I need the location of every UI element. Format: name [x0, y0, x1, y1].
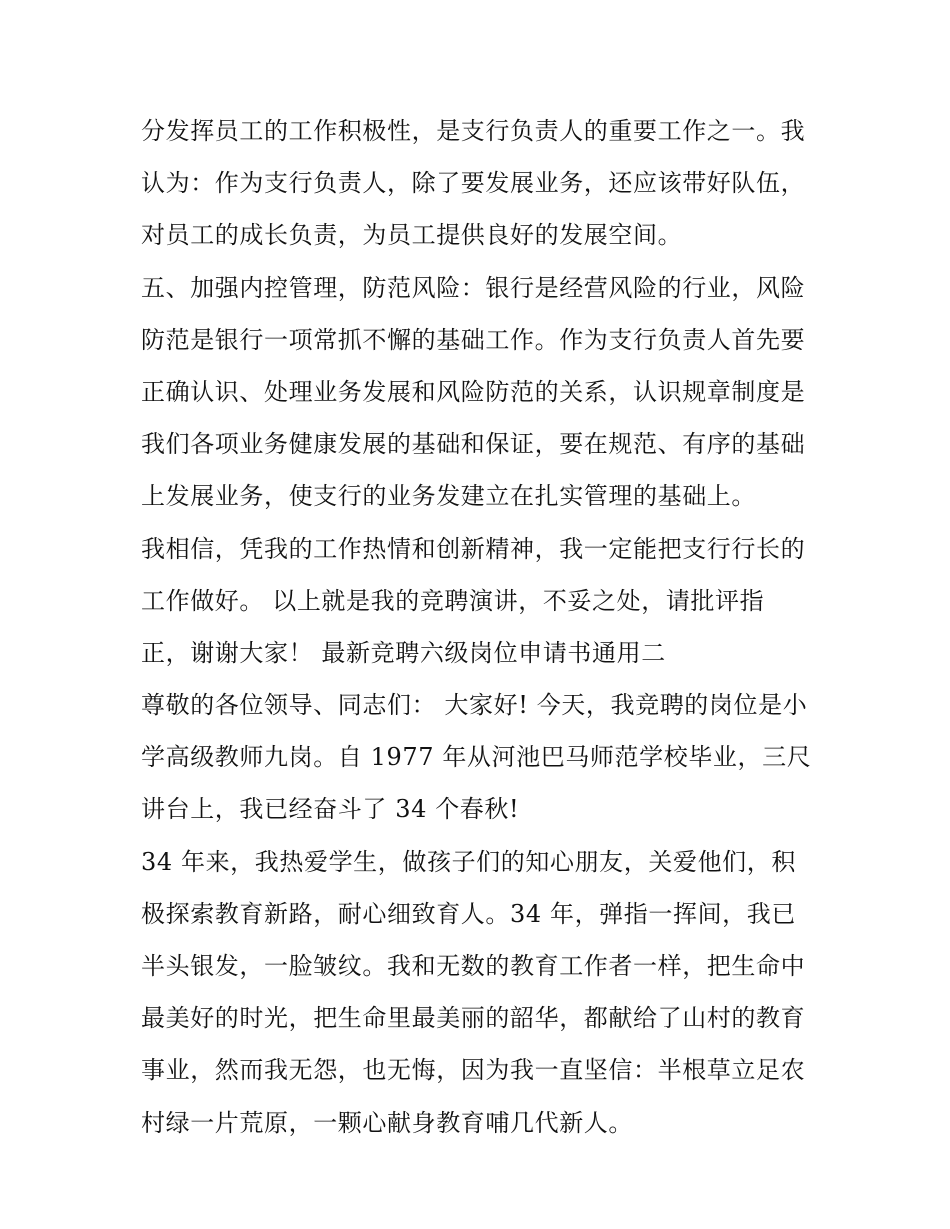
text-line: 讲台上，我已经奋斗了 34 个春秋!	[141, 795, 520, 824]
text-line: 学高级教师九岗。自 1977 年从河池巴马师范学校毕业，三尺	[141, 743, 812, 772]
text-line: 防范是银行一项常抓不懈的基础工作。作为支行负责人首先要	[141, 325, 806, 354]
text-line: 我们各项业务健康发展的基础和保证，要在规范、有序的基础	[141, 430, 806, 459]
text-line: 极探索教育新路，耐心细致育人。34 年，弹指一挥间，我已	[141, 899, 796, 928]
text-line: 工作做好。 以上就是我的竞聘演讲，不妥之处，请批评指	[141, 586, 765, 615]
text-line: 事业，然而我无怨，也无悔，因为我一直坚信：半根草立足农	[141, 1056, 806, 1085]
text-line: 正，谢谢大家！ 最新竞聘六级岗位申请书通用二	[141, 638, 666, 667]
text-line: 尊敬的各位领导、同志们： 大家好! 今天，我竞聘的岗位是小	[141, 691, 808, 720]
text-line: 半头银发，一脸皱纹。我和无数的教育工作者一样，把生命中	[141, 952, 806, 980]
text-line: 五、加强内控管理，防范风险：银行是经营风险的行业，风险	[141, 273, 806, 302]
text-line: 村绿一片荒原，一颗心献身教育哺几代新人。	[141, 1108, 633, 1137]
text-line: 认为：作为支行负责人，除了要发展业务，还应该带好队伍，	[141, 169, 806, 198]
body-text	[141, 110, 831, 1154]
text-line: 最美好的时光，把生命里最美丽的韶华，都献给了山村的教育	[141, 1004, 806, 1033]
text-line: 对员工的成长负责，为员工提供良好的发展空间。	[141, 221, 683, 250]
text-line: 上发展业务，使支行的业务发建立在扎实管理的基础上。	[141, 482, 756, 511]
text-line: 分发挥员工的工作积极性，是支行负责人的重要工作之一。我	[141, 117, 806, 145]
text-line: 我相信，凭我的工作热情和创新精神，我一定能把支行行长的	[141, 534, 806, 563]
text-line: 正确认识、处理业务发展和风险防范的关系，认识规章制度是	[141, 377, 806, 406]
text-line: 34 年来，我热爱学生，做孩子们的知心朋友，关爱他们，积	[141, 847, 796, 876]
